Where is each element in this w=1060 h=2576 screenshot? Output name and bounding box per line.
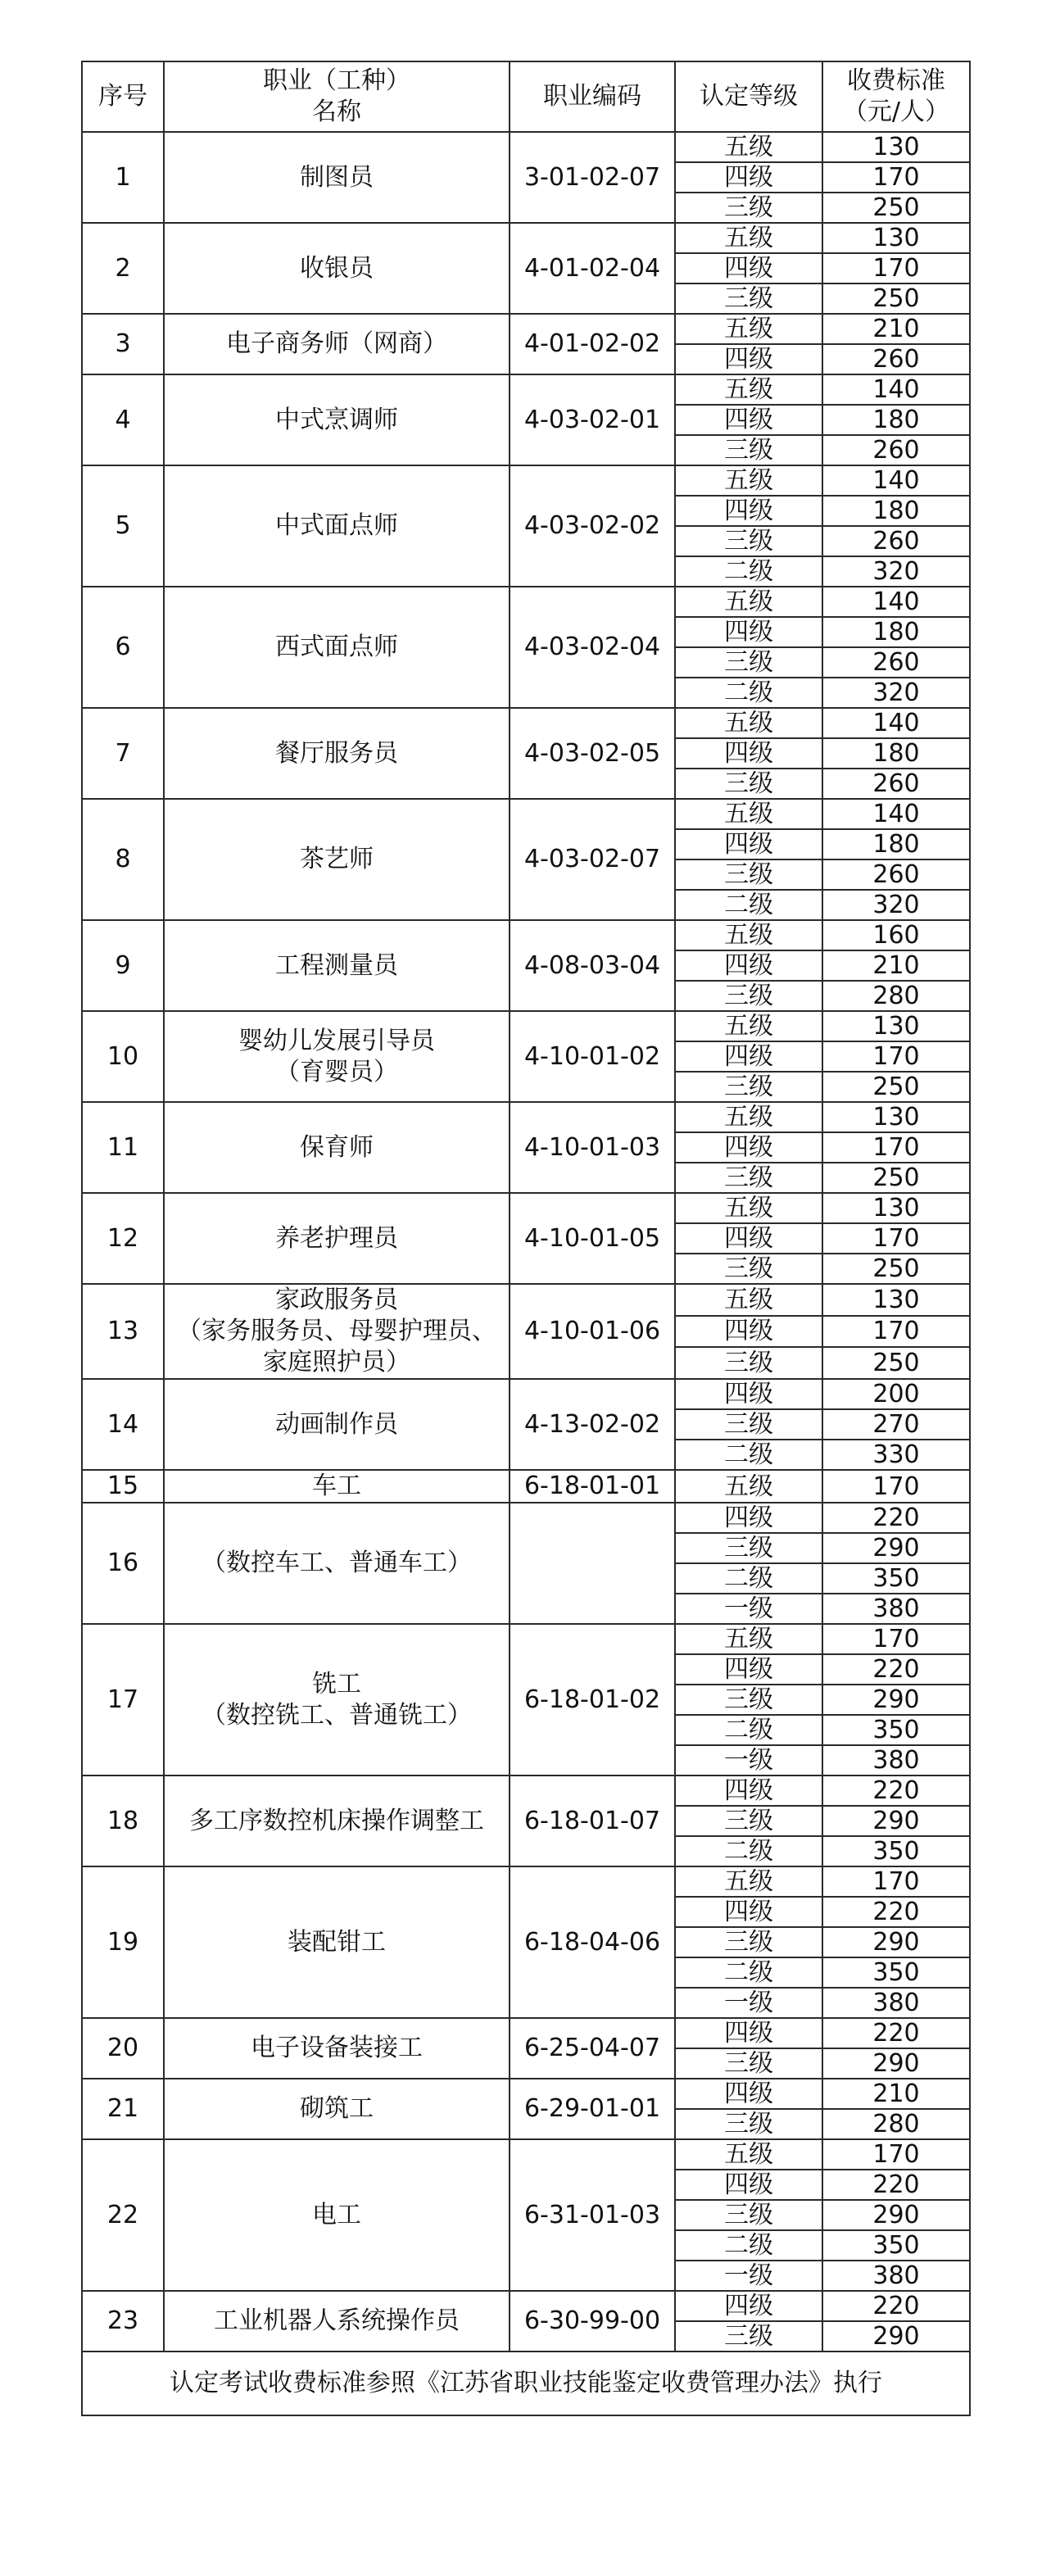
fee-cell: 130: [822, 1193, 970, 1223]
fee-cell: 250: [822, 1347, 970, 1379]
fee-cell: 380: [822, 1988, 970, 2018]
occupation-code-cell: 4-01-02-04: [510, 223, 675, 314]
occupation-name-line: 中式烹调师: [275, 405, 398, 434]
fee-cell: 130: [822, 223, 970, 253]
fee-cell: 290: [822, 1806, 970, 1836]
seq-cell: 11: [82, 1102, 164, 1193]
level-cell: 四级: [675, 2291, 822, 2321]
fee-cell: 170: [822, 1223, 970, 1254]
fee-cell: 170: [822, 1470, 970, 1503]
fee-cell: 290: [822, 1685, 970, 1715]
occupation-code-cell: 6-25-04-07: [510, 2018, 675, 2079]
level-cell: 五级: [675, 920, 822, 950]
level-cell: 三级: [675, 1254, 822, 1284]
level-cell: 三级: [675, 1409, 822, 1440]
seq-cell: 22: [82, 2139, 164, 2291]
level-cell: 一级: [675, 2261, 822, 2291]
seq-cell: 2: [82, 223, 164, 314]
occupation-name-cell: [164, 2079, 510, 2139]
seq-cell: 17: [82, 1624, 164, 1776]
fee-cell: 350: [822, 1836, 970, 1866]
seq-cell: 9: [82, 920, 164, 1011]
table-row: [82, 374, 970, 405]
fee-cell: 210: [822, 950, 970, 981]
level-cell: 四级: [675, 405, 822, 435]
level-cell: 五级: [675, 1193, 822, 1223]
fee-cell: 170: [822, 1316, 970, 1348]
fee-cell: 280: [822, 981, 970, 1011]
seq-cell: 10: [82, 1011, 164, 1102]
level-cell: 五级: [675, 2139, 822, 2170]
level-cell: 四级: [675, 2079, 822, 2109]
occupation-name-line: （数控车工、普通车工）: [202, 1549, 472, 1577]
level-cell: 三级: [675, 1806, 822, 1836]
seq-cell: 3: [82, 314, 164, 374]
level-cell: 二级: [675, 1957, 822, 1988]
occupation-code-cell: 4-13-02-02: [510, 1379, 675, 1470]
seq-cell: 18: [82, 1776, 164, 1866]
occupation-code-cell: 4-03-02-07: [510, 799, 675, 920]
occupation-name-line: 西式面点师: [275, 633, 398, 661]
level-cell: 四级: [675, 617, 822, 647]
fee-cell: 350: [822, 1715, 970, 1745]
level-cell: 三级: [675, 981, 822, 1011]
occupation-name-line: （家务服务员、母婴护理员、: [177, 1317, 496, 1345]
level-cell: 四级: [675, 1132, 822, 1163]
level-cell: 五级: [675, 587, 822, 617]
fee-cell: 220: [822, 2170, 970, 2200]
header-occupation-line1: 职业（工种）: [263, 66, 410, 95]
occupation-name-cell: [164, 1379, 510, 1470]
level-cell: 三级: [675, 526, 822, 556]
fee-cell: 260: [822, 435, 970, 465]
table-row: [82, 2079, 970, 2109]
table-row: [82, 2018, 970, 2048]
level-cell: 四级: [675, 496, 822, 526]
occupation-name-cell: [164, 223, 510, 314]
header-fee-line1: 收费标准: [847, 66, 945, 95]
level-cell: 五级: [675, 1866, 822, 1897]
table-row: [82, 132, 970, 162]
fee-cell: 260: [822, 526, 970, 556]
seq-cell: 7: [82, 708, 164, 799]
level-cell: 四级: [675, 344, 822, 374]
level-cell: 五级: [675, 374, 822, 405]
fee-cell: 320: [822, 678, 970, 708]
level-cell: 二级: [675, 556, 822, 587]
occupation-name-line: （数控铣工、普通铣工）: [202, 1700, 472, 1730]
level-cell: 四级: [675, 162, 822, 193]
occupation-code-cell: 4-10-01-03: [510, 1102, 675, 1193]
level-cell: 三级: [675, 1347, 822, 1379]
table-row: [82, 1102, 970, 1132]
level-cell: 四级: [675, 2018, 822, 2048]
level-cell: 三级: [675, 1685, 822, 1715]
occupation-name-cell: [164, 587, 510, 708]
level-cell: 三级: [675, 769, 822, 799]
fee-cell: 290: [822, 1533, 970, 1563]
fee-cell: 290: [822, 2048, 970, 2079]
table-row: [82, 1624, 970, 1654]
occupation-code-cell: 6-31-01-03: [510, 2139, 675, 2291]
occupation-code-cell: 6-18-04-06: [510, 1866, 675, 2018]
fee-cell: 210: [822, 2079, 970, 2109]
level-cell: 四级: [675, 1654, 822, 1685]
table-row: [82, 587, 970, 617]
occupation-code-cell: 6-18-01-01: [510, 1470, 675, 1503]
table-row: [82, 1866, 970, 1897]
fee-cell: 180: [822, 617, 970, 647]
level-cell: 一级: [675, 1594, 822, 1624]
fee-cell: 260: [822, 344, 970, 374]
fee-cell: 220: [822, 1897, 970, 1927]
table-header-row: [82, 61, 970, 132]
seq-cell: 20: [82, 2018, 164, 2079]
fee-cell: 180: [822, 738, 970, 769]
occupation-code-cell: 4-03-02-01: [510, 374, 675, 465]
level-cell: 三级: [675, 2109, 822, 2139]
fee-cell: 220: [822, 2291, 970, 2321]
occupation-name-cell: [164, 799, 510, 920]
occupation-name-cell: [164, 1776, 510, 1866]
level-cell: 五级: [675, 314, 822, 344]
occupation-name-line: 砌筑工: [300, 2094, 374, 2123]
level-cell: 二级: [675, 890, 822, 920]
fee-cell: 250: [822, 193, 970, 223]
level-cell: 四级: [675, 1223, 822, 1254]
level-cell: 五级: [675, 708, 822, 738]
occupation-name-cell: [164, 465, 510, 587]
level-cell: 四级: [675, 738, 822, 769]
fee-cell: 280: [822, 2109, 970, 2139]
level-cell: 五级: [675, 1470, 822, 1503]
fee-cell: 290: [822, 2200, 970, 2230]
level-cell: 四级: [675, 1503, 822, 1533]
fee-cell: 260: [822, 859, 970, 890]
level-cell: 三级: [675, 647, 822, 678]
fee-cell: 170: [822, 1624, 970, 1654]
level-cell: 二级: [675, 1440, 822, 1470]
level-cell: 三级: [675, 859, 822, 890]
seq-cell: 5: [82, 465, 164, 587]
level-cell: 二级: [675, 1715, 822, 1745]
level-cell: 一级: [675, 1745, 822, 1776]
level-cell: 四级: [675, 1316, 822, 1348]
table-row: [82, 314, 970, 344]
level-cell: 四级: [675, 1776, 822, 1806]
occupation-name-line: 动画制作员: [275, 1409, 398, 1439]
occupation-name-line: 茶艺师: [300, 845, 374, 873]
header-level: 认定等级: [675, 61, 822, 132]
occupation-name-cell: [164, 1011, 510, 1102]
fee-cell: 260: [822, 647, 970, 678]
table-row: [82, 1193, 970, 1223]
level-cell: 一级: [675, 1988, 822, 2018]
fee-cell: 170: [822, 1041, 970, 1072]
fee-cell: 180: [822, 496, 970, 526]
occupation-name-cell: [164, 1866, 510, 2018]
level-cell: 四级: [675, 950, 822, 981]
level-cell: 二级: [675, 2230, 822, 2261]
level-cell: 四级: [675, 1041, 822, 1072]
fee-cell: 250: [822, 1163, 970, 1193]
level-cell: 五级: [675, 465, 822, 496]
table-row: [82, 1011, 970, 1041]
fee-cell: 250: [822, 283, 970, 314]
fee-cell: 130: [822, 1011, 970, 1041]
occupation-name-cell: [164, 1503, 510, 1624]
header-code: 职业编码: [510, 61, 675, 132]
fee-cell: 260: [822, 769, 970, 799]
occupation-code-cell: 6-30-99-00: [510, 2291, 675, 2352]
header-seq: 序号: [82, 61, 164, 132]
fee-standard-table: [81, 61, 971, 2416]
occupation-code-cell: 3-01-02-07: [510, 132, 675, 223]
level-cell: 四级: [675, 2170, 822, 2200]
occupation-code-cell: 6-18-01-07: [510, 1776, 675, 1866]
table-row: [82, 1470, 970, 1503]
fee-cell: 200: [822, 1379, 970, 1409]
fee-cell: 250: [822, 1254, 970, 1284]
occupation-code-cell: 4-01-02-02: [510, 314, 675, 374]
table-row: [82, 1284, 970, 1316]
level-cell: 三级: [675, 435, 822, 465]
level-cell: 二级: [675, 1836, 822, 1866]
fee-cell: 290: [822, 1927, 970, 1957]
level-cell: 五级: [675, 1624, 822, 1654]
fee-cell: 140: [822, 374, 970, 405]
fee-cell: 220: [822, 1654, 970, 1685]
table-row: [82, 223, 970, 253]
level-cell: 三级: [675, 193, 822, 223]
seq-cell: 12: [82, 1193, 164, 1284]
level-cell: 三级: [675, 1072, 822, 1102]
occupation-name-line: 工业机器人系统操作员: [214, 2306, 460, 2335]
fee-cell: 320: [822, 890, 970, 920]
fee-cell: 220: [822, 1503, 970, 1533]
fee-cell: 320: [822, 556, 970, 587]
occupation-name-cell: [164, 132, 510, 223]
occupation-code-cell: 4-10-01-05: [510, 1193, 675, 1284]
level-cell: 三级: [675, 2200, 822, 2230]
seq-cell: 4: [82, 374, 164, 465]
occupation-code-cell: 4-08-03-04: [510, 920, 675, 1011]
table-row: [82, 2291, 970, 2321]
occupation-code-cell: 6-18-01-02: [510, 1624, 675, 1776]
header-occupation: [164, 61, 510, 132]
fee-cell: 380: [822, 1745, 970, 1776]
occupation-name-line: 车工: [312, 1472, 361, 1500]
occupation-name-line: 养老护理员: [275, 1223, 398, 1253]
level-cell: 三级: [675, 1533, 822, 1563]
header-fee-line2: （元/人）: [842, 98, 950, 126]
level-cell: 五级: [675, 1284, 822, 1316]
occupation-name-cell: [164, 920, 510, 1011]
occupation-name-cell: [164, 2291, 510, 2352]
level-cell: 四级: [675, 829, 822, 859]
fee-cell: 330: [822, 1440, 970, 1470]
fee-cell: 130: [822, 1284, 970, 1316]
fee-cell: 350: [822, 1563, 970, 1594]
occupation-name-line: 婴幼儿发展引导员: [238, 1026, 435, 1055]
table-body: [82, 132, 970, 2352]
table-row: [82, 2139, 970, 2170]
fee-cell: 170: [822, 253, 970, 283]
occupation-name-cell: [164, 1193, 510, 1284]
occupation-name-line: 中式面点师: [275, 511, 398, 540]
fee-cell: 140: [822, 799, 970, 829]
fee-cell: 350: [822, 2230, 970, 2261]
occupation-name-line: 餐厅服务员: [275, 738, 398, 768]
seq-cell: 1: [82, 132, 164, 223]
fee-cell: 290: [822, 2321, 970, 2352]
level-cell: 五级: [675, 1011, 822, 1041]
occupation-name-line: 制图员: [300, 162, 374, 192]
occupation-code-cell: 4-03-02-04: [510, 587, 675, 708]
level-cell: 五级: [675, 223, 822, 253]
occupation-name-cell: [164, 1284, 510, 1379]
table-row: [82, 920, 970, 950]
fee-cell: 170: [822, 162, 970, 193]
level-cell: 四级: [675, 1897, 822, 1927]
level-cell: 三级: [675, 283, 822, 314]
occupation-name-line: 多工序数控机床操作调整工: [189, 1806, 484, 1835]
fee-cell: 220: [822, 2018, 970, 2048]
table-row: [82, 1379, 970, 1409]
level-cell: 二级: [675, 678, 822, 708]
level-cell: 四级: [675, 1379, 822, 1409]
seq-cell: 6: [82, 587, 164, 708]
level-cell: 三级: [675, 1927, 822, 1957]
fee-cell: 180: [822, 829, 970, 859]
occupation-name-line: 工程测量员: [275, 950, 398, 980]
table-row: [82, 1503, 970, 1533]
seq-cell: 15: [82, 1470, 164, 1503]
fee-cell: 220: [822, 1776, 970, 1806]
header-fee: [822, 61, 970, 132]
occupation-name-line: 家庭照护员）: [263, 1348, 410, 1376]
fee-cell: 130: [822, 132, 970, 162]
fee-cell: 350: [822, 1957, 970, 1988]
occupation-code-cell: 4-10-01-06: [510, 1284, 675, 1379]
occupation-name-line: （育婴员）: [275, 1057, 398, 1086]
footer-note: 认定考试收费标准参照《江苏省职业技能鉴定收费管理办法》执行: [82, 2352, 970, 2415]
fee-cell: 170: [822, 1132, 970, 1163]
fee-cell: 170: [822, 1866, 970, 1897]
occupation-name-cell: [164, 314, 510, 374]
seq-cell: 8: [82, 799, 164, 920]
fee-cell: 170: [822, 2139, 970, 2170]
occupation-name-cell: [164, 374, 510, 465]
fee-cell: 270: [822, 1409, 970, 1440]
occupation-name-cell: [164, 1102, 510, 1193]
fee-cell: 130: [822, 1102, 970, 1132]
table-row: [82, 799, 970, 829]
seq-cell: 16: [82, 1503, 164, 1624]
fee-cell: 210: [822, 314, 970, 344]
occupation-code-cell: 4-10-01-02: [510, 1011, 675, 1102]
occupation-name-line: 电子设备装接工: [251, 2034, 423, 2062]
seq-cell: 14: [82, 1379, 164, 1470]
occupation-code-cell: [510, 1503, 675, 1624]
fee-cell: 140: [822, 587, 970, 617]
fee-cell: 140: [822, 465, 970, 496]
level-cell: 四级: [675, 253, 822, 283]
table-row: [82, 465, 970, 496]
level-cell: 二级: [675, 1563, 822, 1594]
fee-cell: 160: [822, 920, 970, 950]
level-cell: 三级: [675, 2048, 822, 2079]
occupation-code-cell: 4-03-02-02: [510, 465, 675, 587]
occupation-name-cell: [164, 1624, 510, 1776]
seq-cell: 23: [82, 2291, 164, 2352]
level-cell: 五级: [675, 799, 822, 829]
occupation-name-cell: [164, 2139, 510, 2291]
occupation-name-line: 收银员: [300, 253, 374, 283]
occupation-code-cell: 4-03-02-05: [510, 708, 675, 799]
occupation-name-cell: [164, 2018, 510, 2079]
seq-cell: 19: [82, 1866, 164, 2018]
occupation-name-line: 铣工: [312, 1669, 361, 1698]
occupation-name-cell: [164, 708, 510, 799]
occupation-name-cell: [164, 1470, 510, 1503]
seq-cell: 21: [82, 2079, 164, 2139]
fee-cell: 180: [822, 405, 970, 435]
table-row: [82, 708, 970, 738]
occupation-name-line: 家政服务员: [275, 1286, 398, 1314]
table-footer-row: [82, 2352, 970, 2415]
level-cell: 三级: [675, 2321, 822, 2352]
fee-cell: 140: [822, 708, 970, 738]
seq-cell: 13: [82, 1284, 164, 1379]
level-cell: 五级: [675, 132, 822, 162]
level-cell: 五级: [675, 1102, 822, 1132]
occupation-name-line: 电工: [312, 2200, 361, 2229]
fee-cell: 250: [822, 1072, 970, 1102]
fee-cell: 380: [822, 1594, 970, 1624]
level-cell: 三级: [675, 1163, 822, 1193]
occupation-code-cell: 6-29-01-01: [510, 2079, 675, 2139]
occupation-name-line: 电子商务师（网商）: [226, 329, 447, 358]
table-row: [82, 1776, 970, 1806]
occupation-name-line: 保育师: [300, 1132, 374, 1162]
occupation-name-line: 装配钳工: [288, 1927, 386, 1957]
header-occupation-line2: 名称: [312, 98, 361, 126]
fee-cell: 380: [822, 2261, 970, 2291]
